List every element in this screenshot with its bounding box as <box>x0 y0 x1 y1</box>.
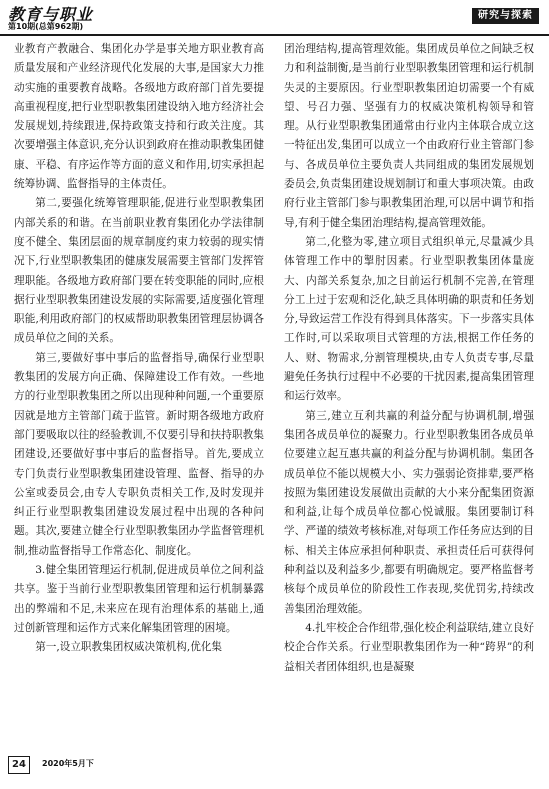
publication-date: 2020年5月下 <box>42 759 94 768</box>
left-column <box>14 40 264 750</box>
magazine-title: 教育与职业 <box>8 5 94 24</box>
page-footer <box>0 752 549 789</box>
paragraph: 3.健全集团管理运行机制,促进成员单位之间利益共享。鉴于当前行业型职教集团管理和运行机制暴露出的弊端和不足,未来应在现有治理体系的基础上,通过创新管理和运作方式来化解集团管理的困境。 <box>14 564 264 634</box>
issue-number: 第10期(总第962期) <box>8 22 84 31</box>
page-number: 24 <box>8 756 30 774</box>
right-column <box>284 40 534 750</box>
paragraph: 4.扎牢校企合作纽带,强化校企利益联结,建立良好校企合作关系。行业型职教集团作为一种“跨界”的利益相关者团体组织,也是凝聚 <box>284 621 534 673</box>
header-divider <box>0 34 549 36</box>
paragraph: 第三,要做好事中事后的监督指导,确保行业型职教集团的发展方向正确、保障建设工作有效。一些地方的行业型职教集团之所以出现种种问题,一个重要原因就是地方主管部门疏于监管。新时期各级地方政府部门要吸取以往的经验教训,不仅要引导和扶持职教集团建设,还要做好事中事后的监督指导。首先,要成立专门负责行业型职教集团建设管理、监督、指导的办公室或委员会,由专人专职负责相关工作,及时发现并纠正行业型职教集团建设发展过程中出现的各种问题。其次,要建立健全行业型职教集团办学监督管理机制,推动监督指导工作常态化、制度化。 <box>14 351 264 557</box>
paragraph: 第二,化整为零,建立项目式组织单元,尽量减少具体管理工作中的掣肘因素。行业型职教集团体量庞大、内部关系复杂,加之目前运行机制不完善,在管理分工上过于宏观和泛化,缺乏具体明确的职责和任务划分,导致运营工作没有得到具体落实。下一步落实具体工作时,可以采取项目式管理的方法,根据工作任务的人、财、物需求,分割管理模块,由专人负责专事,尽量避免任务执行过程中不必要的干扰因素,提高集团管理和运行效率。 <box>284 235 534 403</box>
paragraph: 团治理结构,提高管理效能。集团成员单位之间缺乏权力和利益制衡,是当前行业型职教集团管理和运行机制失灵的主要原因。行业型职教集团迫切需要一个有威望、号召力强、坚强有力的权威决策机构领导和管理。从行业型职教集团通常由行业内主体联合成立这一特征出发,集团可以成立一个由政府行业主管部门参与、各成员单位主要负责人共同组成的集团发展规划委员会,负责集团建设规划制订和重大事项决策。由政府行业主管部门参与职教集团治理,可以居中调节和指导,有利于健全集团治理结构,提高管理效能。 <box>284 43 534 229</box>
paragraph: 第三,建立互利共赢的利益分配与协调机制,增强集团各成员单位的凝聚力。行业型职教集团各成员单位要建立起互惠共赢的利益分配与协调机制。集团各成员单位不能以规模大小、实力强弱论资排辈,要严格按照为集团建设发展做出贡献的大小来分配集团资源和利益,让每个成员单位都心悦诚服。集团要制订科学、严谨的绩效考核标准,对每项工作任务应达到的目标、相关主体应承担何种职责、承担责任后可获得何种利益以及利益多少,都要有明确规定。要严格监督考核每个成员单位的阶段性工作表现,奖优罚劣,持续改善集团治理效能。 <box>284 409 534 615</box>
page-header <box>0 0 549 36</box>
section-tag: 研究与探索 <box>472 8 539 24</box>
paragraph: 第二,要强化统筹管理职能,促进行业型职教集团内部关系的和谐。在当前职业教育集团化办学法律制度不健全、集团层面的规章制度约束力较弱的现实情况下,行业型职教集团的健康发展需要主管部门发挥管理职能。各级地方政府部门要在转变职能的同时,应根据行业型职教集团建设发展的实际需要,适度强化管理职能,利用政府部门的权威帮助职教集团管理层协调各成员单位之间的关系。 <box>14 197 264 345</box>
paragraph: 业教育产教融合、集团化办学是事关地方职业教育高质量发展和产业经济现代化发展的大事,是国家大力推动实施的重要教育战略。各级地方政府部门首先要提高重视程度,把行业型职教集团建设纳入地方经济社会发展规划,持续跟进,保持政策支持和行政关注度。其次要增强主体意识,充分认识到政府在推动职教集团健康、平稳、有序运作等方面的意义和作用,切实承担起统筹协调、监督指导的主体责任。 <box>14 43 264 191</box>
paragraph: 第一,设立职教集团权威决策机构,优化集 <box>35 641 223 654</box>
